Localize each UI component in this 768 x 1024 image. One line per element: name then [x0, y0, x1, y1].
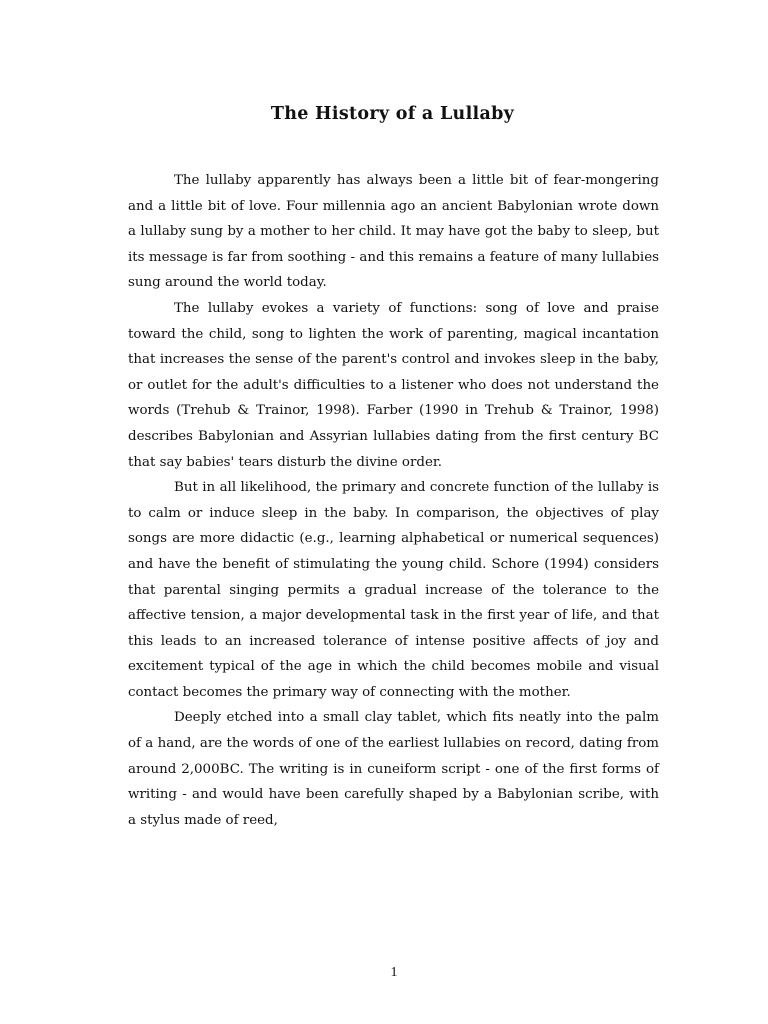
paragraph-1: The lullaby apparently has always been a little bit of fear-mongering and a little bit of love. Four millennia ago an ancient Babylonian wrote down a lullaby sung by a mother to her child. It may have got the baby to sleep, but its message is far from soothing - and this remains a feature of many lullabies sung around the world today. [128, 173, 659, 291]
paragraph-4: Deeply etched into a small clay tablet, which fits neatly into the palm of a hand, are the words of one of the earliest lullabies on record, dating from around 2,000BC. The writing is in cuneiform script - one of the first forms of writing - and would have been carefully shaped by a Babylonian scribe, with a stylus made of reed, [128, 710, 659, 828]
page-number: 1 [390, 965, 398, 980]
paragraph-2: The lullaby evokes a variety of functions: song of love and praise toward the child, song to lighten the work of parenting, magical incantation that increases the sense of the parent's control and invokes sleep in the baby, or outlet for the adult's difficulties to a listener who does not understand the words (Trehub & Trainor, 1998). Farber (1990 in Trehub & Trainor, 1998) describes Babylonian and Assyrian lullabies dating from the first century BC that say babies' tears disturb the divine order. [128, 300, 659, 470]
paragraph-3: But in all likelihood, the primary and concrete function of the lullaby is to calm or induce sleep in the baby. In comparison, the objectives of play songs are more didactic (e.g., learning alphabetical or numerical sequences) and have the benefit of stimulating the young child. Schore (1994) considers that parental singing permits a gradual increase of the tolerance to the affective tension, a major developmental task in the first year of life, and that this leads to an increased tolerance of intense positive affects of joy and excitement typical of the age in which the child becomes mobile and visual contact becomes the primary way of connecting with the mother. [128, 480, 659, 700]
document-title: The History of a Lullaby [270, 104, 515, 124]
document-body [128, 168, 659, 833]
